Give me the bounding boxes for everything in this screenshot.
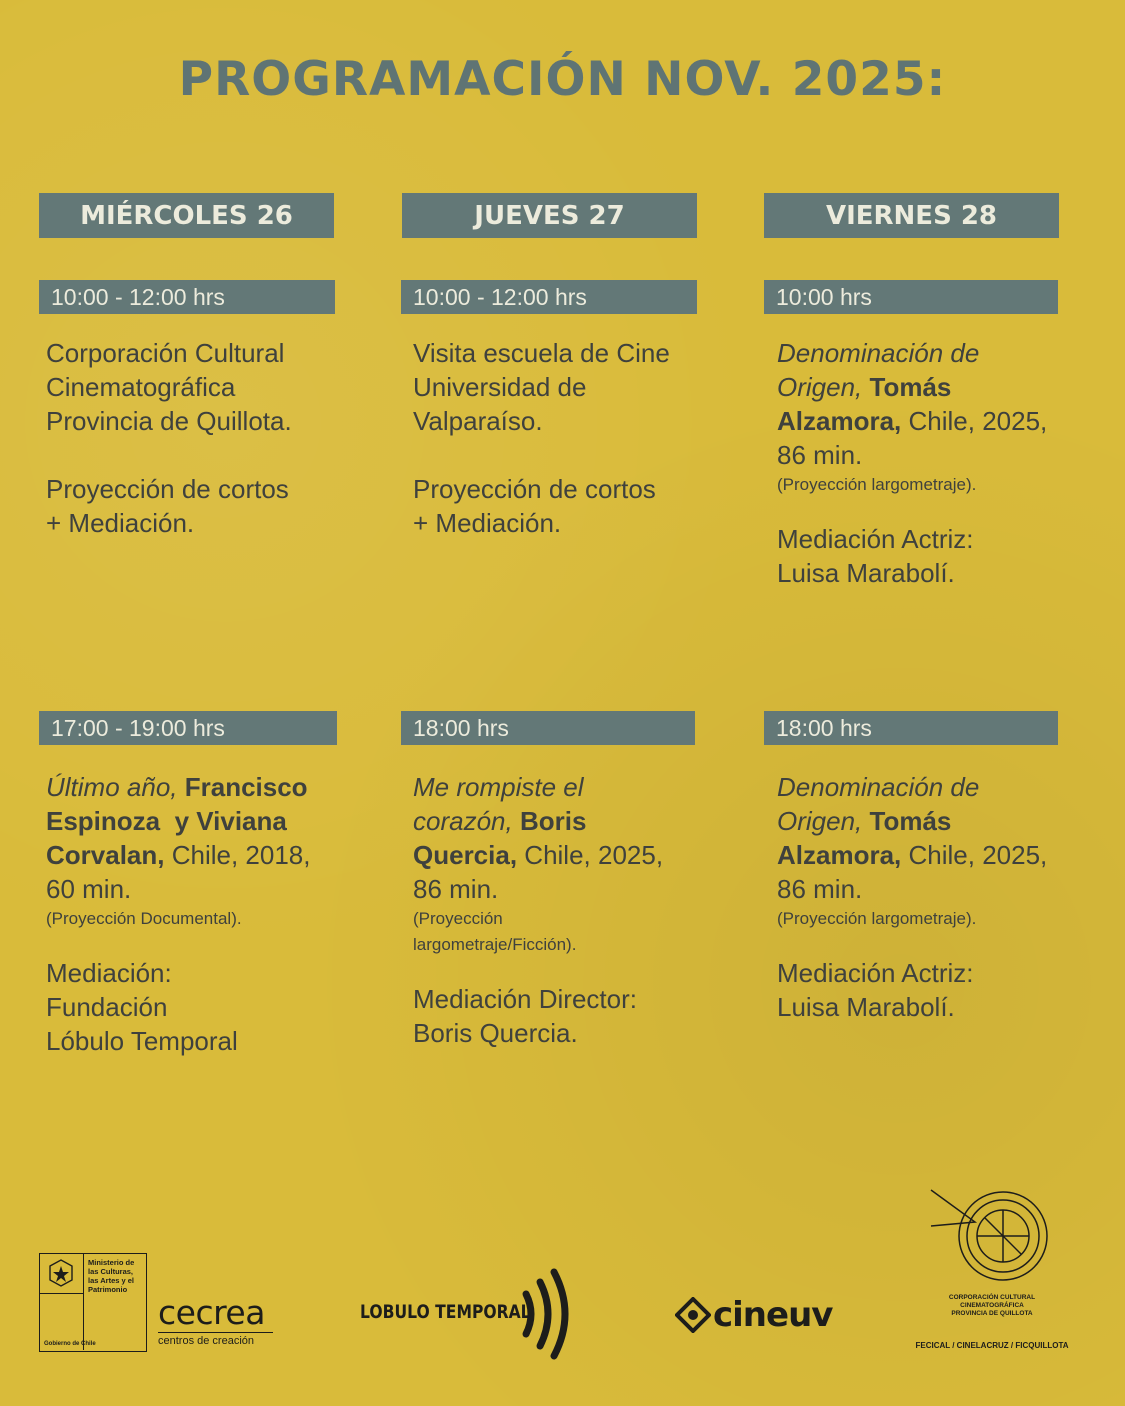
mediation-name: Fundación (46, 992, 168, 1022)
film-note: (Proyección (413, 909, 503, 928)
film-reel-icon (927, 1186, 1052, 1286)
cineuv-name: cineuv (713, 1295, 833, 1335)
mediation-label: Mediación Actriz: (777, 524, 974, 554)
day-header-friday: VIERNES 28 (764, 193, 1059, 238)
film-duration: 86 min. (777, 874, 863, 904)
cecrea-name: cecrea (158, 1293, 265, 1332)
session-text: Universidad de (413, 372, 587, 402)
mediation-name: Luisa Marabolí. (777, 558, 955, 588)
session-text: Cinematográfica (46, 372, 236, 402)
sound-waves-icon (518, 1268, 578, 1360)
film-note: largometraje/Ficción). (413, 935, 577, 954)
session-text: Valparaíso. (413, 406, 543, 436)
cecrea-logo (158, 1293, 273, 1347)
cecrea-subtitle: centros de creación (158, 1332, 273, 1347)
film-title: corazón, (413, 806, 513, 836)
ministry-name: Patrimonio (88, 1285, 128, 1294)
time-bar-fri-pm: 18:00 hrs (764, 711, 1058, 745)
time-bar-wed-am: 10:00 - 12:00 hrs (39, 280, 335, 314)
film-meta: Chile, 2018, (171, 840, 311, 870)
film-title: Último año, (46, 772, 178, 802)
film-meta: Chile, 2025, (524, 840, 664, 870)
film-director: Quercia, (413, 840, 518, 870)
mediation-name: Lóbulo Temporal (46, 1026, 238, 1056)
session-text: + Mediación. (413, 508, 562, 538)
film-director: Alzamora, (777, 406, 902, 436)
film-director: Francisco (184, 772, 308, 802)
corporacion-name: CINEMATOGRÁFICA (960, 1302, 1024, 1309)
mediation-label: Mediación: (46, 958, 172, 988)
coat-of-arms-icon (40, 1254, 84, 1294)
film-note: (Proyección largometraje). (777, 909, 977, 928)
session-text: Proyección de cortos (413, 474, 656, 504)
day-header-wednesday: MIÉRCOLES 26 (39, 193, 334, 238)
mediation-label: Mediación Director: (413, 984, 637, 1014)
time-bar-thu-pm: 18:00 hrs (401, 711, 695, 745)
film-note: (Proyección largometraje). (777, 475, 977, 494)
ministerio-logo (39, 1253, 147, 1352)
film-note: (Proyección Documental). (46, 909, 242, 928)
time-bar-thu-am: 10:00 - 12:00 hrs (401, 280, 697, 314)
festivals-label: FECICAL / CINELACRUZ / FICQUILLOTA (915, 1341, 1069, 1350)
cineuv-icon (675, 1297, 711, 1333)
film-director: Boris (519, 806, 587, 836)
film-title: Origen, (777, 806, 863, 836)
mediation-name: Boris Quercia. (413, 1018, 578, 1048)
session-thu-am (413, 336, 723, 540)
ministry-name: Ministerio de (88, 1258, 135, 1267)
mediation-name: Luisa Marabolí. (777, 992, 955, 1022)
lobulo-name: LOBULO TEMPORAL (360, 1301, 531, 1323)
film-duration: 86 min. (413, 874, 499, 904)
film-title: Origen, (777, 372, 863, 402)
session-thu-pm (413, 770, 723, 1050)
corporacion-logo (912, 1186, 1072, 1356)
corporacion-name: CORPORACIÓN CULTURAL (948, 1294, 1036, 1301)
film-director: Alzamora, (777, 840, 902, 870)
film-duration: 60 min. (46, 874, 132, 904)
session-wed-am (46, 336, 356, 540)
ministry-name: las Culturas, (88, 1267, 134, 1276)
film-director: Corvalan, (46, 840, 165, 870)
session-text: Provincia de Quillota. (46, 406, 292, 436)
film-director: Tomás (869, 372, 952, 402)
time-bar-wed-pm: 17:00 - 19:00 hrs (39, 711, 337, 745)
film-title: Me rompiste el (413, 772, 584, 802)
day-header-thursday: JUEVES 27 (402, 193, 697, 238)
mediation-label: Mediación Actriz: (777, 958, 974, 988)
ministry-name: las Artes y el (88, 1276, 134, 1285)
lobulo-temporal-logo (360, 1268, 590, 1358)
corporacion-name: PROVINCIA DE QUILLOTA (951, 1310, 1033, 1317)
session-text: Proyección de cortos (46, 474, 289, 504)
film-director: Espinoza y Viviana (46, 806, 287, 836)
film-duration: 86 min. (777, 440, 863, 470)
cineuv-logo (675, 1295, 835, 1339)
session-text: Corporación Cultural (46, 338, 285, 368)
film-director: Tomás (869, 806, 952, 836)
film-meta: Chile, 2025, (908, 406, 1048, 436)
film-title: Denominación de (777, 338, 980, 368)
film-title: Denominación de (777, 772, 980, 802)
session-fri-am (777, 336, 1087, 590)
session-wed-pm (46, 770, 366, 1058)
session-text: Visita escuela de Cine (413, 338, 670, 368)
time-bar-fri-am: 10:00 hrs (764, 280, 1058, 314)
session-text: + Mediación. (46, 508, 195, 538)
government-label: Gobierno de Chile (44, 1341, 96, 1347)
session-fri-pm (777, 770, 1087, 1024)
page-title: PROGRAMACIÓN NOV. 2025: (178, 52, 947, 107)
film-meta: Chile, 2025, (908, 840, 1048, 870)
